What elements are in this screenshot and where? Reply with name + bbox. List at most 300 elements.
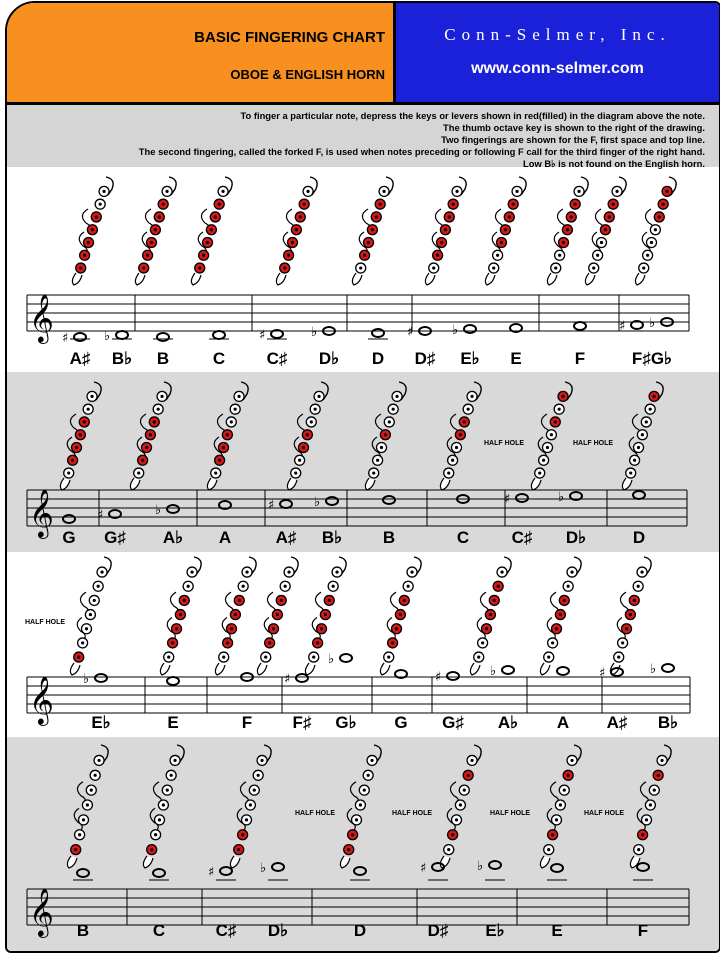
instructions <box>7 105 719 167</box>
note-label: A♯ <box>69 349 91 368</box>
sharp-sign: ♯ <box>284 672 291 687</box>
note-head <box>167 505 179 513</box>
sharp-sign: ♯ <box>407 325 414 340</box>
key-center <box>87 241 90 244</box>
key-center <box>272 627 275 630</box>
key-center <box>410 570 413 573</box>
note-head <box>354 867 366 875</box>
pinky-key <box>60 478 70 490</box>
key-center <box>187 585 190 588</box>
note-label: G♭ <box>335 713 357 732</box>
key-center <box>375 215 378 218</box>
key-center <box>399 613 402 616</box>
key-center <box>512 203 515 206</box>
note-label: E♭ <box>485 921 505 940</box>
note-label: B <box>156 349 170 368</box>
key-center <box>237 395 240 398</box>
key-center <box>158 818 161 821</box>
header-brand-panel <box>396 3 719 105</box>
key-center <box>170 774 173 777</box>
sharp-sign: ♯ <box>259 328 266 343</box>
key-center <box>150 241 153 244</box>
note-label: B <box>382 528 396 547</box>
key-center <box>500 241 503 244</box>
key-center <box>574 203 577 206</box>
note-label: B♭ <box>657 713 679 732</box>
note-label: G <box>394 713 408 732</box>
key-center <box>559 803 562 806</box>
key-center <box>312 655 315 658</box>
key-center <box>363 254 366 257</box>
pinky-key <box>630 856 640 868</box>
key-center <box>264 655 267 658</box>
key-center <box>359 803 362 806</box>
note-label: G♯ <box>442 713 464 732</box>
key-center <box>432 266 435 269</box>
key-center <box>71 459 74 462</box>
key-center <box>380 446 383 449</box>
key-center <box>546 446 549 449</box>
key-center <box>563 599 566 602</box>
pinky-key <box>352 273 362 285</box>
key-center <box>451 833 454 836</box>
note-label: F <box>241 713 253 732</box>
key-center <box>608 215 611 218</box>
key-center <box>657 774 660 777</box>
key-center <box>82 818 85 821</box>
key-center <box>157 408 160 411</box>
key-center <box>202 254 205 257</box>
sharp-sign: ♯ <box>599 666 606 681</box>
key-center <box>493 599 496 602</box>
key-center <box>625 627 628 630</box>
note-head <box>340 654 352 662</box>
flat-sign: ♭ <box>260 861 267 876</box>
key-center <box>310 420 313 423</box>
note-head <box>551 864 563 872</box>
key-center <box>280 599 283 602</box>
key-center <box>324 613 327 616</box>
instruction-line: Low B♭ is not found on the English horn. <box>522 158 705 169</box>
key-center <box>167 655 170 658</box>
half-hole-label: HALF HOLE <box>584 810 625 817</box>
key-center <box>89 613 92 616</box>
key-center <box>79 266 82 269</box>
row-1-graphics <box>7 167 719 372</box>
note-label: C♯ <box>266 349 288 368</box>
note-label: D♭ <box>565 528 587 547</box>
pinky-key <box>72 273 82 285</box>
key-center <box>612 203 615 206</box>
brand-url: www.conn-selmer.com <box>471 60 644 77</box>
key-center <box>577 190 580 193</box>
key-center <box>551 833 554 836</box>
key-center <box>158 215 161 218</box>
pinky-key <box>440 478 450 490</box>
instruction-line: The second fingering, called the forked F, is used when notes preceding or following F call for the third finger of the right hand. <box>138 146 705 157</box>
flat-sign: ♭ <box>83 672 90 687</box>
note-head <box>63 515 75 523</box>
key-center <box>162 803 165 806</box>
key-center <box>504 228 507 231</box>
flat-sign: ♭ <box>477 859 484 874</box>
pinky-key <box>531 478 541 490</box>
note-label: D♭ <box>267 921 289 940</box>
pinky-key <box>635 273 645 285</box>
key-center <box>245 570 248 573</box>
note-label: E <box>551 921 563 940</box>
key-center <box>295 228 298 231</box>
key-center <box>93 599 96 602</box>
key-center <box>67 471 70 474</box>
key-center <box>74 848 77 851</box>
key-center <box>183 599 186 602</box>
note-label: F♯G♭ <box>631 349 673 368</box>
key-center <box>347 848 350 851</box>
note-head <box>167 677 179 685</box>
pinky-key <box>191 273 201 285</box>
key-center <box>497 585 500 588</box>
note-label: A♭ <box>162 528 184 547</box>
instruction-line: Two fingerings are shown for the F, first space and top line. <box>441 134 705 145</box>
key-center <box>561 395 564 398</box>
key-center <box>370 759 373 762</box>
key-center <box>489 613 492 616</box>
half-hole-label: HALF HOLE <box>392 810 433 817</box>
fingering-row-2 <box>7 372 719 552</box>
key-center <box>637 446 640 449</box>
key-center <box>640 570 643 573</box>
key-center <box>316 641 319 644</box>
key-center <box>436 254 439 257</box>
instruction-line: The thumb octave key is shown to the right of the drawing. <box>442 122 705 133</box>
key-center <box>550 433 553 436</box>
note-label: A♯ <box>275 528 297 547</box>
note-label: D♭ <box>318 349 340 368</box>
note-head <box>574 322 586 330</box>
key-center <box>547 848 550 851</box>
key-center <box>137 471 140 474</box>
treble-clef: 𝄞 <box>29 488 54 537</box>
key-center <box>230 420 233 423</box>
key-center <box>245 818 248 821</box>
note-head <box>372 329 384 337</box>
note-head <box>447 672 459 680</box>
note-label: D <box>353 921 367 940</box>
sharp-sign: ♯ <box>435 670 442 685</box>
key-center <box>660 759 663 762</box>
fingering-row-4 <box>7 737 719 951</box>
key-center <box>629 471 632 474</box>
chart-title: BASIC FINGERING CHART <box>194 29 385 46</box>
key-center <box>447 471 450 474</box>
note-label: A <box>218 528 232 547</box>
key-center <box>455 190 458 193</box>
key-center <box>149 433 152 436</box>
key-center <box>284 585 287 588</box>
note-label: E♭ <box>91 713 111 732</box>
key-center <box>592 266 595 269</box>
key-center <box>496 254 499 257</box>
pinky-key <box>440 856 450 868</box>
key-center <box>317 395 320 398</box>
note-label: D♯ <box>427 921 449 940</box>
key-center <box>90 789 93 792</box>
sharp-sign: ♯ <box>420 861 427 876</box>
note-head <box>557 667 569 675</box>
pinky-key <box>160 663 170 675</box>
key-center <box>563 789 566 792</box>
sharp-sign: ♯ <box>62 331 69 346</box>
key-center <box>542 459 545 462</box>
key-center <box>448 215 451 218</box>
note-label: C♯ <box>215 921 237 940</box>
key-center <box>171 641 174 644</box>
sharp-sign: ♯ <box>208 865 215 880</box>
chart-subtitle: OBOE & ENGLISH HORN <box>230 67 385 82</box>
key-center <box>175 627 178 630</box>
key-center <box>287 254 290 257</box>
key-center <box>283 266 286 269</box>
note-head <box>157 333 169 341</box>
key-center <box>570 570 573 573</box>
key-center <box>500 570 503 573</box>
note-label: G♯ <box>104 528 126 547</box>
note-label: A <box>556 713 570 732</box>
key-center <box>100 570 103 573</box>
key-center <box>467 774 470 777</box>
note-head <box>637 863 649 871</box>
note-head <box>502 666 514 674</box>
pinky-key <box>485 273 495 285</box>
key-center <box>102 190 105 193</box>
key-center <box>403 599 406 602</box>
key-center <box>463 789 466 792</box>
key-center <box>162 203 165 206</box>
half-hole-label: HALF HOLE <box>573 440 614 447</box>
note-label: F♯ <box>292 713 312 732</box>
key-center <box>150 848 153 851</box>
half-hole-label: HALF HOLE <box>490 810 531 817</box>
key-center <box>633 459 636 462</box>
key-center <box>551 641 554 644</box>
key-center <box>447 848 450 851</box>
pinky-key <box>340 856 350 868</box>
key-center <box>596 254 599 257</box>
flat-sign: ♭ <box>155 503 162 518</box>
flat-sign: ♭ <box>490 664 497 679</box>
key-center <box>459 803 462 806</box>
key-center <box>642 266 645 269</box>
key-center <box>372 471 375 474</box>
key-center <box>359 266 362 269</box>
key-center <box>314 408 317 411</box>
note-head <box>280 500 292 508</box>
pinky-key <box>470 663 480 675</box>
pinky-key <box>380 663 390 675</box>
key-center <box>395 627 398 630</box>
key-center <box>485 627 488 630</box>
key-center <box>214 215 217 218</box>
pinky-key <box>585 273 595 285</box>
key-center <box>335 570 338 573</box>
note-head <box>383 496 395 504</box>
key-center <box>662 203 665 206</box>
pinky-key <box>547 273 557 285</box>
key-center <box>238 599 241 602</box>
key-center <box>363 789 366 792</box>
key-center <box>166 789 169 792</box>
key-center <box>218 459 221 462</box>
key-center <box>303 203 306 206</box>
key-center <box>145 446 148 449</box>
half-hole-label: HALF HOLE <box>484 440 525 447</box>
key-center <box>652 395 655 398</box>
key-center <box>83 420 86 423</box>
key-center <box>508 215 511 218</box>
key-center <box>214 471 217 474</box>
note-head <box>633 491 645 499</box>
key-center <box>154 833 157 836</box>
flat-sign: ♭ <box>328 652 335 667</box>
note-label: A♯ <box>606 713 628 732</box>
key-center <box>237 848 240 851</box>
note-head <box>326 497 338 505</box>
key-center <box>99 203 102 206</box>
pinky-key <box>70 663 80 675</box>
key-center <box>241 833 244 836</box>
key-center <box>658 215 661 218</box>
key-center <box>653 789 656 792</box>
key-center <box>173 759 176 762</box>
key-center <box>268 641 271 644</box>
key-center <box>392 408 395 411</box>
key-center <box>299 215 302 218</box>
sharp-sign: ♯ <box>504 492 511 507</box>
note-label: G <box>62 528 76 547</box>
key-center <box>645 420 648 423</box>
key-center <box>451 459 454 462</box>
key-center <box>77 655 80 658</box>
note-head <box>489 861 501 869</box>
key-center <box>641 433 644 436</box>
sharp-sign: ♯ <box>268 498 275 513</box>
note-head <box>296 674 308 682</box>
key-center <box>391 641 394 644</box>
key-center <box>94 774 97 777</box>
key-center <box>477 655 480 658</box>
note-head <box>213 331 225 339</box>
key-center <box>444 228 447 231</box>
key-center <box>302 446 305 449</box>
header-title-panel <box>7 3 396 105</box>
note-head <box>77 869 89 877</box>
key-center <box>459 433 462 436</box>
key-center <box>562 241 565 244</box>
key-center <box>222 446 225 449</box>
flat-sign: ♭ <box>558 490 565 505</box>
key-center <box>621 641 624 644</box>
key-center <box>351 833 354 836</box>
key-center <box>387 655 390 658</box>
note-head <box>116 331 128 339</box>
key-center <box>78 833 81 836</box>
key-center <box>567 585 570 588</box>
key-center <box>384 433 387 436</box>
key-center <box>257 774 260 777</box>
note-head <box>95 674 107 682</box>
key-center <box>226 641 229 644</box>
row-2-graphics <box>7 372 719 552</box>
key-center <box>467 408 470 411</box>
key-center <box>153 420 156 423</box>
key-center <box>388 420 391 423</box>
pinky-key <box>230 856 240 868</box>
note-label: F <box>637 921 649 940</box>
key-center <box>222 655 225 658</box>
pinky-key <box>207 478 217 490</box>
key-center <box>249 803 252 806</box>
key-center <box>221 190 224 193</box>
note-label: C <box>152 921 166 940</box>
key-center <box>371 228 374 231</box>
sharp-sign: ♯ <box>97 508 104 523</box>
note-head <box>220 867 232 875</box>
note-head <box>464 325 476 333</box>
fingering-row-3 <box>7 552 719 737</box>
key-center <box>320 627 323 630</box>
key-center <box>463 420 466 423</box>
key-center <box>230 627 233 630</box>
note-label: C♯ <box>511 528 533 547</box>
key-center <box>481 641 484 644</box>
key-center <box>555 818 558 821</box>
note-head <box>272 863 284 871</box>
pinky-key <box>276 273 286 285</box>
pinky-key <box>365 478 375 490</box>
half-hole-label: HALF HOLE <box>295 810 336 817</box>
key-center <box>555 627 558 630</box>
key-center <box>95 215 98 218</box>
half-hole-label: HALF HOLE <box>25 619 66 626</box>
key-center <box>649 803 652 806</box>
flat-sign: ♭ <box>650 662 657 677</box>
note-label: E <box>167 713 179 732</box>
key-center <box>146 254 149 257</box>
key-center <box>641 833 644 836</box>
flat-sign: ♭ <box>314 495 321 510</box>
key-center <box>633 599 636 602</box>
pinky-key <box>305 663 315 675</box>
key-center <box>276 613 279 616</box>
key-center <box>559 613 562 616</box>
pinky-key <box>67 856 77 868</box>
key-center <box>617 655 620 658</box>
key-center <box>83 254 86 257</box>
key-center <box>615 190 618 193</box>
key-center <box>298 459 301 462</box>
key-center <box>395 395 398 398</box>
note-head <box>516 494 528 502</box>
key-center <box>570 759 573 762</box>
fingering-chart <box>5 1 720 953</box>
flat-sign: ♭ <box>649 316 656 331</box>
key-center <box>160 395 163 398</box>
key-center <box>234 408 237 411</box>
key-center <box>407 585 410 588</box>
key-center <box>567 774 570 777</box>
key-center <box>382 190 385 193</box>
